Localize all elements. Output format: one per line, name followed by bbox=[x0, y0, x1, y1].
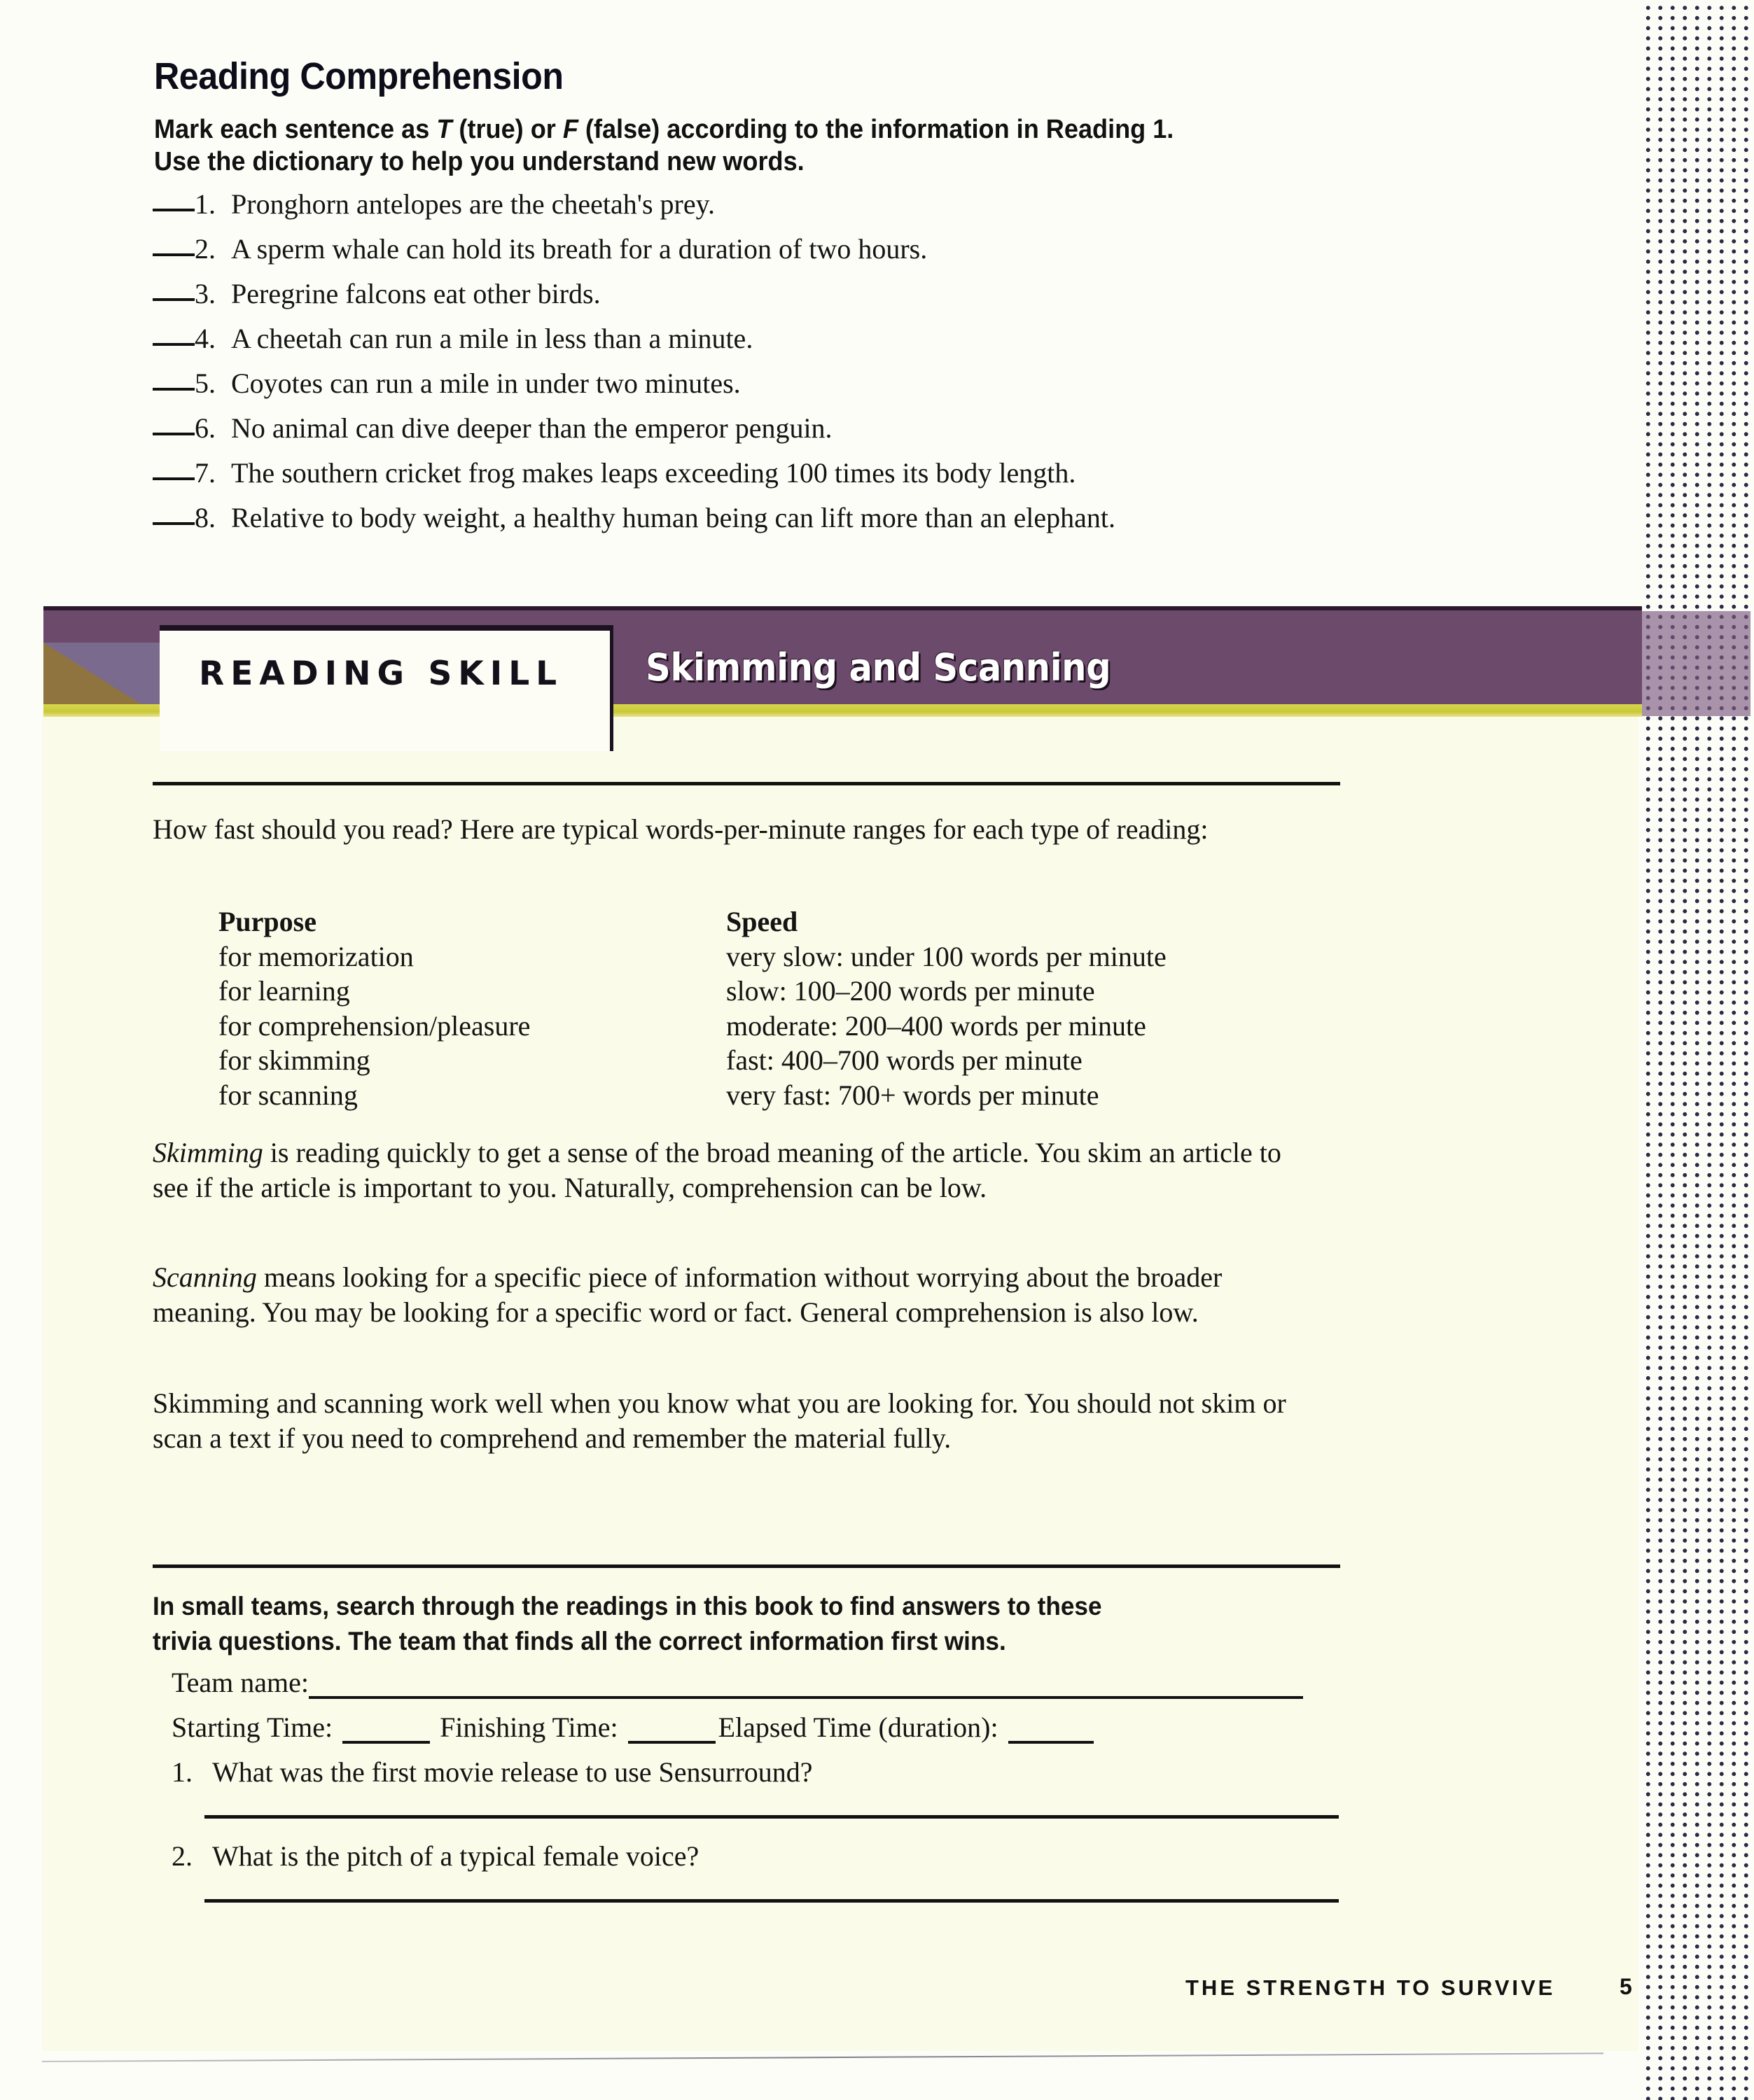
time-fields bbox=[172, 1711, 1094, 1744]
tf-item: 5. Coyotes can run a mile in under two minutes. bbox=[153, 367, 1357, 400]
instruction-line-1: Mark each sentence as T (true) or F (false) according to the information in Reading 1. bbox=[154, 115, 1174, 144]
tf-item: 8. Relative to body weight, a healthy human being can lift more than an elephant. bbox=[153, 501, 1259, 535]
true-false-list bbox=[153, 188, 1357, 546]
answer-blank[interactable] bbox=[153, 277, 195, 301]
scanning-paragraph: Scanning means looking for a specific piece of information without worrying about the broader meaning. You may be looking for a specific word or fact. General comprehension is also low. bbox=[153, 1261, 1223, 1328]
reading-skill-title: Skimming and Scanning bbox=[646, 645, 1111, 690]
trivia-question: 1. What was the first movie release to use Sensurround? bbox=[172, 1756, 813, 1788]
column-header-purpose: Purpose bbox=[218, 906, 316, 937]
table-row: for scanning very fast: 700+ words per minute bbox=[218, 1079, 1099, 1111]
table-row: for memorization very slow: under 100 words per minute bbox=[218, 940, 1167, 972]
table-row: for learning slow: 100–200 words per minute bbox=[218, 975, 1095, 1007]
table-row: for skimming fast: 400–700 words per minute bbox=[218, 1044, 1083, 1076]
divider bbox=[153, 782, 1340, 785]
tf-item: 1. Pronghorn antelopes are the cheetah's prey. bbox=[153, 188, 1357, 221]
tf-item: 2. A sperm whale can hold its breath for a duration of two hours. bbox=[153, 232, 1357, 266]
starting-time-input[interactable] bbox=[342, 1716, 430, 1744]
section-title-reading-comprehension: Reading Comprehension bbox=[154, 55, 564, 97]
scanning-term: Scanning bbox=[153, 1261, 257, 1293]
finishing-time-input[interactable] bbox=[628, 1716, 716, 1744]
page-bottom-edge bbox=[42, 2052, 1603, 2062]
skimming-term: Skimming bbox=[153, 1137, 263, 1168]
answer-blank[interactable] bbox=[153, 188, 195, 211]
answer-blank[interactable] bbox=[153, 232, 195, 256]
table-header-row bbox=[218, 904, 1167, 939]
table-row: for comprehension/pleasure moderate: 200–400 words per minute bbox=[218, 1009, 1146, 1042]
tf-item: 6. No animal can dive deeper than the emperor penguin. bbox=[153, 412, 1357, 445]
intro-paragraph: How fast should you read? Here are typical words-per-minute ranges for each type of reading: bbox=[153, 813, 1209, 845]
answer-blank[interactable] bbox=[153, 367, 195, 391]
instructions bbox=[154, 113, 1174, 178]
tf-item: 3. Peregrine falcons eat other birds. bbox=[153, 277, 1357, 311]
trivia-instructions: In small teams, search through the readings in this book to find answers to these trivia questions. The team that finds all the correct information first wins. bbox=[153, 1592, 1102, 1656]
instruction-line-2: Use the dictionary to help you understand new words. bbox=[154, 147, 805, 176]
reading-speed-table bbox=[218, 904, 1167, 1112]
banner-dot-overlap bbox=[1642, 611, 1750, 716]
answer-line[interactable] bbox=[204, 1899, 1339, 1903]
team-name-field bbox=[172, 1666, 1303, 1699]
reading-skill-label: READING SKILL bbox=[199, 654, 564, 693]
tf-item: 7. The southern cricket frog makes leaps exceeding 100 times its body length. bbox=[153, 456, 1357, 490]
divider bbox=[153, 1564, 1340, 1568]
answer-blank[interactable] bbox=[153, 501, 195, 525]
skimming-paragraph: Skimming is reading quickly to get a sense of the broad meaning of the article. You skim an article to see if the article is important to you. Naturally, comprehension can be low. bbox=[153, 1137, 1281, 1203]
answer-line[interactable] bbox=[204, 1815, 1339, 1819]
answer-blank[interactable] bbox=[153, 412, 195, 435]
running-footer-title: THE STRENGTH TO SURVIVE bbox=[1185, 1975, 1556, 2000]
elapsed-time-input[interactable] bbox=[1008, 1716, 1094, 1744]
team-name-label: Team name: bbox=[172, 1667, 309, 1698]
column-header-speed: Speed bbox=[726, 906, 798, 937]
page-number: 5 bbox=[1620, 1974, 1632, 1999]
closing-paragraph: Skimming and scanning work well when you know what you are looking for. You should not skim or scan a text if you need to comprehend and remember the material fully. bbox=[153, 1387, 1286, 1454]
answer-blank[interactable] bbox=[153, 322, 195, 346]
dotted-margin-decoration bbox=[1642, 0, 1750, 2100]
tf-item: 4. A cheetah can run a mile in less than a minute. bbox=[153, 322, 1357, 356]
elapsed-time-label: Elapsed Time (duration): bbox=[718, 1712, 998, 1743]
answer-blank[interactable] bbox=[153, 456, 195, 480]
starting-time-label: Starting Time: bbox=[172, 1712, 333, 1743]
finishing-time-label: Finishing Time: bbox=[440, 1712, 618, 1743]
trivia-question: 2. What is the pitch of a typical female voice? bbox=[172, 1840, 699, 1872]
team-name-input[interactable] bbox=[309, 1671, 1303, 1699]
